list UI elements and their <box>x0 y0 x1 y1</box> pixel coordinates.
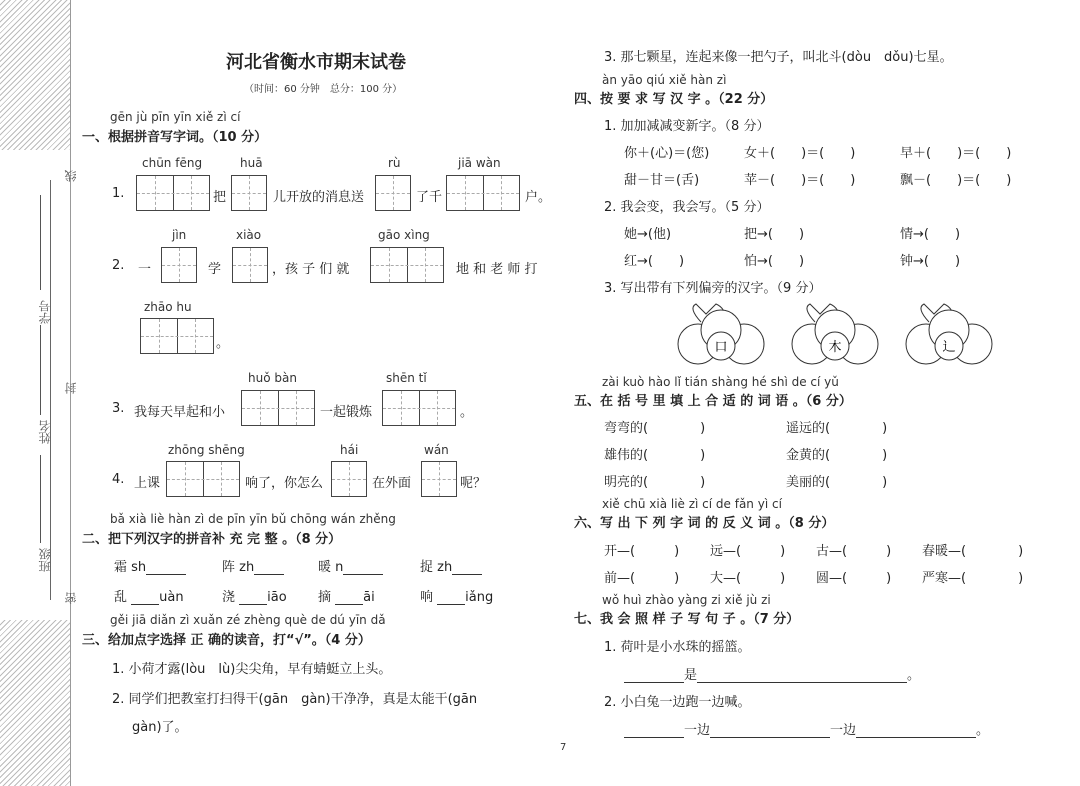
name-label: 姓名 <box>38 420 52 444</box>
s5-item: 金黄的( ) <box>786 448 888 463</box>
s7-a2[interactable]: 一边 一边 。 <box>624 719 989 738</box>
answer-box[interactable] <box>136 175 210 211</box>
s6-item: 远—( ) <box>710 544 786 559</box>
q4-text-3: 在外面 <box>372 476 412 491</box>
q3-text-2: 一起锻炼 <box>320 405 373 420</box>
q2-text-1: 一 <box>138 262 152 277</box>
seal-label-bottom: 密 <box>64 592 78 604</box>
q1-pinyin-b: huā <box>240 156 263 170</box>
answer-box[interactable] <box>446 175 520 211</box>
s3-pinyin: gěi jiā diǎn zì xuǎn zé zhèng què de dú yīn dǎ <box>110 613 386 627</box>
s7-a1[interactable]: 是 。 <box>624 664 920 683</box>
s6-item: 严寒—( ) <box>922 571 1024 586</box>
s5-item: 弯弯的( ) <box>604 421 706 436</box>
s6-item: 春暖—( ) <box>922 544 1024 559</box>
q3-number: 3. <box>112 401 125 416</box>
s3-q2b: gàn)了。 <box>132 720 188 735</box>
name-field[interactable] <box>40 325 41 415</box>
q1-text-2: 儿开放的消息送 <box>273 190 365 205</box>
answer-box[interactable] <box>241 390 315 426</box>
s2-pinyin: bǎ xià liè hàn zì de pīn yīn bǔ chōng wán zhěng <box>110 512 396 526</box>
s4-r3: 情→( ) <box>900 227 961 242</box>
s2-item: 摘 āi <box>318 590 375 605</box>
q2-text-3: ，孩 子 们 就 <box>272 262 350 277</box>
answer-box[interactable] <box>166 461 240 497</box>
s2-item: 浇 iāo <box>222 590 287 605</box>
s2-item: 阵 zh <box>222 556 284 575</box>
q3-text-3: 。 <box>460 405 474 420</box>
s4-p2: 2. 我会变，我会写。（5 分） <box>604 200 770 215</box>
q2-text-5: 。 <box>216 336 230 351</box>
s4-r4: 怕→( ) <box>744 254 805 269</box>
q2-pinyin-d: zhāo hu <box>144 300 192 314</box>
q2-pinyin-b: xiào <box>236 228 262 242</box>
q3-text-1: 我每天早起和小 <box>134 405 226 420</box>
s5-pinyin: zài kuò hào lǐ tián shàng hé shì de cí yǔ <box>602 375 839 389</box>
s4-r1: 你＋(心)＝(您) <box>624 146 710 161</box>
q1-text-4: 户。 <box>525 190 552 205</box>
s7-q1: 1. 荷叶是小水珠的摇篮。 <box>604 640 751 655</box>
q3-pinyin-b: shēn tǐ <box>386 371 427 385</box>
s6-item: 前—( ) <box>604 571 680 586</box>
s5-item: 美丽的( ) <box>786 475 888 490</box>
s6-title: 六、写 出 下 列 字 词 的 反 义 词 。（8 分） <box>574 516 835 531</box>
answer-box[interactable] <box>231 175 267 211</box>
q2-text-4: 地 和 老 师 打 <box>456 262 538 277</box>
s4-r2: 飘－( )＝( ) <box>900 173 1012 188</box>
s3-q3: 3. 那七颗星，连起来像一把勺子，叫北斗(dòu dǒu)七星。 <box>604 50 953 65</box>
s7-title: 七、我 会 照 样 子 写 句 子 。（7 分） <box>574 612 800 627</box>
student-number-label: 学号 <box>38 300 52 324</box>
q3-pinyin-a: huǒ bàn <box>248 371 297 385</box>
q2-pinyin-c: gāo xìng <box>378 228 430 242</box>
s4-r3: 她→(他) <box>624 227 672 242</box>
s5-item: 明亮的( ) <box>604 475 706 490</box>
s5-item: 遥远的( ) <box>786 421 888 436</box>
q1-pinyin-c: rù <box>388 156 401 170</box>
s4-r1: 女＋( )＝( ) <box>744 146 856 161</box>
q4-pinyin-c: wán <box>424 443 449 457</box>
s3-q2a: 2. 同学们把教室打扫得干(gān gàn)干净净，真是太能干(gān <box>112 692 478 707</box>
radical-flower[interactable] <box>904 300 994 366</box>
s5-title: 五、在 括 号 里 填 上 合 适 的 词 语 。（6 分） <box>574 394 852 409</box>
s1-pinyin: gēn jù pīn yīn xiě zì cí <box>110 110 241 124</box>
q4-pinyin-a: zhōng shēng <box>168 443 245 457</box>
s3-q1: 1. 小荷才露(lòu lù)尖尖角，早有蜻蜓立上头。 <box>112 662 392 677</box>
s4-p3: 3. 写出带有下列偏旁的汉字。（9 分） <box>604 281 822 296</box>
q4-text-2: 响了，你怎么 <box>245 476 324 491</box>
s4-r2: 苹－( )＝( ) <box>744 173 856 188</box>
answer-box[interactable] <box>161 247 197 283</box>
s6-item: 开—( ) <box>604 544 680 559</box>
answer-box[interactable] <box>370 247 444 283</box>
answer-box[interactable] <box>232 247 268 283</box>
s4-r2: 甜－甘＝(舌) <box>624 173 700 188</box>
binding-hatch-top <box>0 0 70 150</box>
s7-pinyin: wǒ huì zhào yàng zi xiě jù zi <box>602 593 771 607</box>
seal-label-top: 线 <box>64 170 78 182</box>
binding-hatch-bottom <box>0 620 70 786</box>
s2-title: 二、把下列汉字的拼音补 充 完 整 。（8 分） <box>82 532 342 547</box>
q1-pinyin-d: jiā wàn <box>458 156 501 170</box>
s6-item: 古—( ) <box>816 544 892 559</box>
s6-item: 大—( ) <box>710 571 786 586</box>
seal-line <box>50 180 52 600</box>
s7-q2: 2. 小白兔一边跑一边喊。 <box>604 695 751 710</box>
s5-item: 雄伟的( ) <box>604 448 706 463</box>
s2-item: 暖 n <box>318 556 383 575</box>
q1-pinyin-a: chūn fēng <box>142 156 203 170</box>
radical-label: 木 <box>828 340 842 355</box>
page-title: 河北省衡水市期末试卷 <box>226 52 406 73</box>
s2-item: 霜 sh <box>114 556 186 575</box>
exam-meta: （时间：60 分钟 总分：100 分） <box>244 84 403 95</box>
class-field[interactable] <box>40 455 41 543</box>
s2-item: 乱 uàn <box>114 590 184 605</box>
answer-box[interactable] <box>421 461 457 497</box>
q2-text-2: 学 <box>208 262 222 277</box>
s2-item: 响 iǎng <box>420 590 494 605</box>
q2-pinyin-a: jìn <box>172 228 187 242</box>
s4-title: 四、按 要 求 写 汉 字 。（22 分） <box>574 92 774 107</box>
s6-item: 圆—( ) <box>816 571 892 586</box>
q1-number: 1. <box>112 186 125 201</box>
answer-box[interactable] <box>331 461 367 497</box>
s1-title: 一、根据拼音写字词。（10 分） <box>82 130 268 145</box>
s4-r4: 钟→( ) <box>900 254 961 269</box>
radical-label: 辶 <box>942 340 956 355</box>
s3-title: 三、给加点字选择 正 确的读音，打“√”。（4 分） <box>82 633 371 648</box>
q4-number: 4. <box>112 472 125 487</box>
answer-box[interactable] <box>140 318 214 354</box>
s4-r3: 把→( ) <box>744 227 805 242</box>
answer-box[interactable] <box>375 175 411 211</box>
s4-pinyin: àn yāo qiú xiě hàn zì <box>602 73 727 87</box>
class-label: 班级 <box>38 548 52 572</box>
radical-flower[interactable] <box>676 300 766 366</box>
q2-number: 2. <box>112 258 125 273</box>
page-number: 7 <box>560 742 567 753</box>
s4-r4: 红→( ) <box>624 254 685 269</box>
answer-box[interactable] <box>382 390 456 426</box>
q4-text-1: 上课 <box>134 476 161 491</box>
q1-text-3: 了千 <box>416 190 443 205</box>
q4-text-4: 呢？ <box>460 476 487 491</box>
q1-text-1: 把 <box>213 190 227 205</box>
seal-label-mid: 封 <box>64 382 78 394</box>
s6-pinyin: xiě chū xià liè zì cí de fǎn yì cí <box>602 497 782 511</box>
radical-flower[interactable] <box>790 300 880 366</box>
s4-r1: 早＋( )＝( ) <box>900 146 1012 161</box>
radical-label: 口 <box>714 340 728 355</box>
q4-pinyin-b: hái <box>340 443 359 457</box>
student-number-field[interactable] <box>40 195 41 290</box>
s2-item: 捉 zh <box>420 556 482 575</box>
s4-p1: 1. 加加减减变新字。（8 分） <box>604 119 770 134</box>
